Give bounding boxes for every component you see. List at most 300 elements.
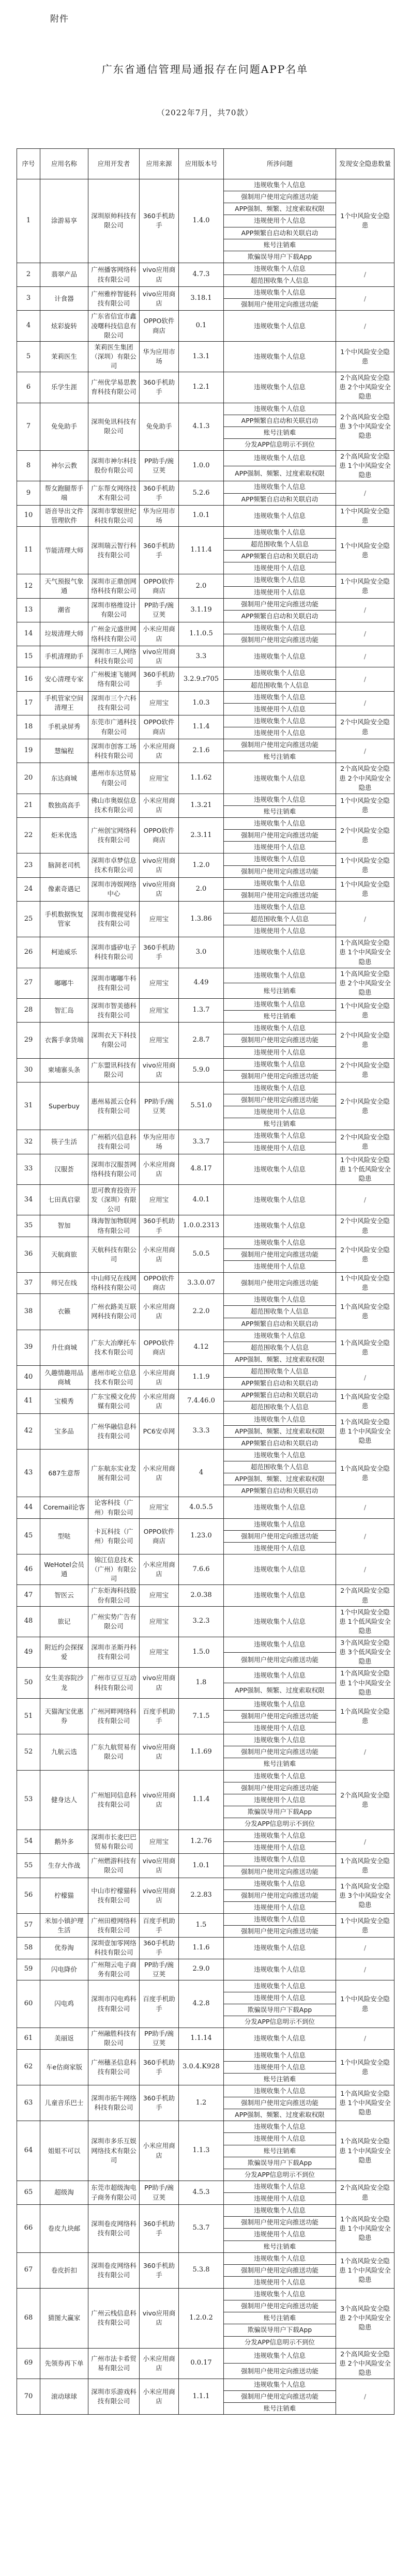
cell-source: 360手机助手	[140, 2252, 179, 2288]
cell-issue: 违规收集个人信息	[224, 2121, 336, 2133]
cell-version: 1.5	[179, 1914, 224, 1938]
cell-issue: 违规收集个人信息	[224, 1878, 336, 1889]
cell-issue: 分发APP信息明示不到位	[224, 2336, 336, 2348]
cell-developer: 深圳免讯科技有限公司	[88, 403, 140, 451]
cell-issue: 账号注销难	[224, 239, 336, 251]
cell-index: 12	[17, 574, 40, 598]
table-row	[17, 1914, 394, 1926]
cell-version: 3.2.9.r705	[179, 667, 224, 691]
cell-index: 61	[17, 2028, 40, 2049]
cell-risk-count: 1个高风险安全隐患	[336, 1698, 394, 1734]
cell-issue: 强制用户使用定向推送功能	[224, 2391, 336, 2403]
cell-source: 应用宝	[140, 1023, 179, 1058]
cell-issue: 违规使用个人信息	[224, 925, 336, 937]
cell-app-name: 筷子生活	[40, 1130, 88, 1154]
cell-index: 51	[17, 1698, 40, 1734]
cell-issue: APP频繁自启动和关联启动	[224, 1318, 336, 1330]
cell-issue: 强制用户使用定向推送功能	[224, 1889, 336, 1901]
cell-issue: 违规收集个人信息	[224, 341, 336, 372]
cell-developer: 广东宝模文化传媒有限公司	[88, 1390, 140, 1413]
table-row	[17, 1497, 394, 1518]
problem-app-table	[17, 148, 394, 2415]
table-row	[17, 1980, 394, 1992]
cell-index: 29	[17, 1023, 40, 1058]
cell-issue: 违规收集个人信息	[224, 1980, 336, 1992]
cell-app-name: 超级淘	[40, 2181, 88, 2204]
cell-developer: 惠州易派云仓科技有限公司	[88, 1082, 140, 1130]
cell-version: 1.1.69	[179, 1734, 224, 1770]
cell-version: 3.3.3	[179, 1413, 224, 1449]
cell-version: 2.0.38	[179, 1585, 224, 1606]
cell-index: 22	[17, 818, 40, 853]
cell-index: 34	[17, 1185, 40, 1215]
cell-index: 68	[17, 2289, 40, 2349]
cell-app-name: 涂游易享	[40, 179, 88, 263]
cell-version: 1.1.4	[179, 715, 224, 739]
cell-issue: 违规使用个人信息	[224, 2229, 336, 2240]
cell-app-name: Superbuy	[40, 1082, 88, 1130]
cell-developer: 深圳市盛矽电子科技有限公司	[88, 937, 140, 968]
cell-issue: 违规收集个人信息	[224, 853, 336, 865]
cell-issue: 违规使用个人信息	[224, 842, 336, 853]
cell-issue: 超范围收集个人信息	[224, 1366, 336, 1378]
table-row	[17, 1770, 394, 1782]
cell-version: 1.3.7	[179, 999, 224, 1023]
cell-issue: 账号注销难	[224, 983, 336, 999]
cell-issue: 违规收集个人信息	[224, 1185, 336, 1215]
cell-developer: 广州穗圣信息科技有限公司	[88, 2049, 140, 2085]
cell-app-name: 帮女跑腿帮手端	[40, 481, 88, 505]
cell-issue: 违规收集个人信息	[224, 794, 336, 805]
cell-issue: 违规使用个人信息	[224, 2276, 336, 2288]
cell-issue: 违规收集个人信息	[224, 1830, 336, 1842]
cell-developer: 广州雅梓智能科技有限公司	[88, 287, 140, 311]
cell-version: 1.0.3	[179, 691, 224, 715]
cell-version: 4.5.3	[179, 2181, 224, 2204]
cell-developer: 深圳市嘟嘟牛科技有限公司	[88, 968, 140, 998]
cell-source: 小米应用商店	[140, 622, 179, 646]
cell-version: 5.51.0	[179, 1082, 224, 1130]
cell-risk-count: 2个中风险安全隐患	[336, 1023, 394, 1058]
cell-developer: 广州市法卡希贸易有限公司	[88, 2348, 140, 2379]
cell-risk-count: 1个中风险安全隐患	[336, 1914, 394, 1938]
table-row	[17, 1554, 394, 1585]
cell-app-name: 卷皮折扣	[40, 2252, 88, 2288]
cell-developer: 广州河畔网络科技有限公司	[88, 1698, 140, 1734]
table-row	[17, 999, 394, 1011]
cell-developer: 广州实势广告有限公司	[88, 1606, 140, 1637]
cell-issue: APP强制、频繁、过度索取权限	[224, 1353, 336, 1365]
cell-issue: 超范围收集个人信息	[224, 913, 336, 925]
cell-risk-count: /	[336, 739, 394, 763]
cell-issue: 超范围收集个人信息	[224, 539, 336, 551]
cell-issue: 违规收集个人信息	[224, 179, 336, 191]
cell-source: PP助手/豌豆荚	[140, 2181, 179, 2204]
cell-index: 65	[17, 2181, 40, 2204]
cell-source: vivo应用商店	[140, 263, 179, 286]
table-row	[17, 646, 394, 667]
cell-index: 62	[17, 2049, 40, 2085]
cell-index: 39	[17, 1330, 40, 1365]
cell-source: OPPO软件商店	[140, 311, 179, 341]
cell-issue: 违规收集个人信息	[224, 937, 336, 968]
cell-source: vivo应用商店	[140, 646, 179, 667]
cell-issue: 强制用户使用定向推送功能	[224, 1866, 336, 1878]
cell-risk-count: /	[336, 481, 394, 505]
cell-app-name: Coremail论客	[40, 1497, 88, 1518]
cell-developer: 中山师兄在线网络科技有限公司	[88, 1273, 140, 1294]
cell-index: 15	[17, 646, 40, 667]
cell-developer: 深圳市长麦巴巴贸易有限公司	[88, 1830, 140, 1854]
cell-version: 1.0.0.2313	[179, 1215, 224, 1237]
cell-risk-count: 1个中风险安全隐患	[336, 574, 394, 598]
cell-developer: 东莞市超级淘电子商务有限公司	[88, 2181, 140, 2204]
cell-developer: 广州市豆豆互动科技有限公司	[88, 1668, 140, 1698]
cell-source: 小米应用商店	[140, 1294, 179, 1330]
cell-version: 2.0	[179, 877, 224, 901]
cell-source: vivo应用商店	[140, 1668, 179, 1698]
table-row	[17, 1606, 394, 1637]
cell-source: 小米应用商店	[140, 1154, 179, 1184]
cell-source: 小米应用商店	[140, 1449, 179, 1497]
cell-source: 小米应用商店	[140, 794, 179, 817]
cell-version: 3.0	[179, 937, 224, 968]
cell-issue: 强制用户使用定向推送功能	[224, 299, 336, 311]
cell-source: 百度手机助手	[140, 1698, 179, 1734]
cell-issue: 违规收集个人信息	[224, 818, 336, 830]
cell-source: OPPO软件商店	[140, 1330, 179, 1365]
cell-source: 应用宝	[140, 1585, 179, 1606]
cell-index: 33	[17, 1154, 40, 1184]
cell-developer: 广州融胜科技有限公司	[88, 2028, 140, 2049]
cell-issue: 欺骗误导用户下载App	[224, 2157, 336, 2169]
cell-risk-count: 1个中风险安全隐患	[336, 1980, 394, 2028]
table-row	[17, 2379, 394, 2391]
cell-risk-count: 1个高风险安全隐患 1个中风险安全隐患	[336, 2121, 394, 2181]
cell-risk-count: /	[336, 1554, 394, 1585]
cell-developer: 佛山市奥娱信息技术有限公司	[88, 794, 140, 817]
cell-app-name: 神尔云教	[40, 451, 88, 481]
cell-source: 360手机助手	[140, 2205, 179, 2253]
cell-app-name: 计食器	[40, 287, 88, 311]
table-row	[17, 1449, 394, 1461]
cell-index: 1	[17, 179, 40, 263]
cell-developer: 深圳市卓梦信息技术有限公司	[88, 853, 140, 877]
cell-app-name: 宝模秀	[40, 1390, 88, 1413]
cell-app-name: 姐姐不可以	[40, 2121, 88, 2181]
table-row	[17, 1023, 394, 1034]
cell-source: 小米应用商店	[140, 1554, 179, 1585]
cell-issue: 违规收集个人信息	[224, 1959, 336, 1980]
cell-index: 35	[17, 1215, 40, 1237]
cell-source: 小米应用商店	[140, 739, 179, 763]
cell-app-name: 脑洞老司机	[40, 853, 88, 877]
cell-issue: 违规使用个人信息	[224, 215, 336, 227]
cell-issue: APP强制、频繁、过度索取权限	[224, 2109, 336, 2121]
cell-index: 38	[17, 1294, 40, 1330]
cell-index: 14	[17, 622, 40, 646]
cell-risk-count: 1个中风险安全隐患	[336, 853, 394, 877]
cell-developer: 思可教育投资开发（深圳）有限公司	[88, 1185, 140, 1215]
cell-issue: 账号注销难	[224, 805, 336, 817]
cell-issue: APP频繁自启动和关联启动	[224, 1390, 336, 1401]
cell-developer: 广州翔云电子商务有限公司	[88, 1959, 140, 1980]
cell-source: 应用宝	[140, 691, 179, 715]
cell-developer: 广州金元盛世网络科技有限公司	[88, 622, 140, 646]
cell-developer: 深圳市三个六科技有限公司	[88, 691, 140, 715]
cell-app-name: 天航商旅	[40, 1237, 88, 1272]
cell-developer: 论客科技（广州）有限公司	[88, 1497, 140, 1518]
cell-index: 41	[17, 1390, 40, 1413]
cell-version: 1.5.0	[179, 1637, 224, 1668]
cell-app-name: 数独高高手	[40, 794, 88, 817]
cell-issue: 强制用户使用定向推送功能	[224, 1710, 336, 1722]
cell-risk-count: 1个高风险安全隐患	[336, 1449, 394, 1497]
cell-source: 应用宝	[140, 1830, 179, 1854]
cell-developer: 广州田橙网络科技有限公司	[88, 1914, 140, 1938]
cell-version: 4.0.1	[179, 1185, 224, 1215]
cell-app-name: 茉莉医生	[40, 341, 88, 372]
cell-app-name: 687生意帮	[40, 1449, 88, 1497]
table-row	[17, 691, 394, 703]
cell-index: 64	[17, 2121, 40, 2181]
cell-issue: 强制用户使用定向推送功能	[224, 889, 336, 901]
cell-source: 360手机助手	[140, 2085, 179, 2121]
cell-issue: 违规收集个人信息	[224, 968, 336, 983]
cell-developer: 广州旭同信息科技有限公司	[88, 1770, 140, 1830]
cell-risk-count: /	[336, 1366, 394, 1390]
cell-index: 16	[17, 667, 40, 691]
cell-source: vivo应用商店	[140, 287, 179, 311]
cell-issue: APP频繁自启动和关联启动	[224, 493, 336, 505]
cell-issue: APP强制、频繁、过度索取权限	[224, 203, 336, 215]
cell-issue: 违规收集个人信息	[224, 481, 336, 493]
cell-developer: 广东帮女网络技术有限公司	[88, 481, 140, 505]
cell-app-name: 宝多品	[40, 1413, 88, 1449]
cell-issue: 违规收集个人信息	[224, 1585, 336, 1606]
cell-version: 1.1.1	[179, 2379, 224, 2415]
cell-issue: 违规收集个人信息	[224, 2028, 336, 2049]
cell-issue: 强制用户使用定向推送功能	[224, 2097, 336, 2109]
cell-risk-count: 3个高风险安全隐患 2个中风险安全隐患	[336, 2289, 394, 2349]
table-row	[17, 1878, 394, 1889]
cell-issue: 违规收集个人信息	[224, 2379, 336, 2391]
table-row	[17, 1830, 394, 1842]
cell-developer: 深圳市涛娱网络中心	[88, 877, 140, 901]
cell-version: 4.12	[179, 1330, 224, 1365]
table-row	[17, 667, 394, 679]
cell-version: 4	[179, 1449, 224, 1497]
cell-issue: 强制用户使用定向推送功能	[224, 1652, 336, 1668]
cell-index: 56	[17, 1878, 40, 1913]
cell-risk-count: 2个中风险安全隐患	[336, 715, 394, 739]
cell-issue: APP强制、频繁、过度索取权限	[224, 1683, 336, 1699]
cell-version: 1.2.0	[179, 853, 224, 877]
cell-app-name: 闪电降价	[40, 1959, 88, 1980]
cell-risk-count: 1个中风险安全隐患	[336, 526, 394, 574]
cell-developer: 广东大冶摩托车技术有限公司	[88, 1330, 140, 1365]
cell-issue: 账号注销难	[224, 2145, 336, 2157]
cell-index: 9	[17, 481, 40, 505]
cell-index: 4	[17, 311, 40, 341]
cell-developer: 茉莉医生集团（深圳）有限公司	[88, 341, 140, 372]
cell-risk-count: 2个高风险安全隐患 2个中风险安全隐患	[336, 763, 394, 794]
cell-issue: 违规收集个人信息	[224, 1637, 336, 1653]
cell-developer: 广东九航贸易有限公司	[88, 1734, 140, 1770]
cell-issue: 违规使用个人信息	[224, 1901, 336, 1913]
cell-source: 360手机助手	[140, 937, 179, 968]
cell-issue: 违规收集个人信息	[224, 1130, 336, 1142]
cell-source: vivo应用商店	[140, 853, 179, 877]
cell-issue: 违规收集个人信息	[224, 1698, 336, 1710]
document-subtitle: （2022年7月，共70款）	[157, 108, 253, 117]
header-issues: 所涉问题	[224, 149, 336, 179]
cell-issue: 违规使用个人信息	[224, 1260, 336, 1272]
cell-risk-count: 2个高风险安全隐患 3个中风险安全隐患	[336, 403, 394, 451]
table-row	[17, 1734, 394, 1746]
cell-issue: 违规收集个人信息	[224, 1294, 336, 1306]
cell-source: vivo应用商店	[140, 2289, 179, 2349]
header-app-name: 应用名称	[40, 149, 88, 179]
cell-developer: 东莞市广通科技有限公司	[88, 715, 140, 739]
table-row	[17, 2049, 394, 2061]
cell-risk-count: /	[336, 598, 394, 622]
cell-issue: 强制用户使用定向推送功能	[224, 2217, 336, 2229]
cell-version: 3.3.7	[179, 1130, 224, 1154]
table-row	[17, 2085, 394, 2097]
cell-version: 3.3	[179, 646, 224, 667]
cell-issue: 强制用户使用定向推送功能	[224, 1782, 336, 1794]
cell-developer: 广东省信宜市鑫凌曙科技信息有限公司	[88, 311, 140, 341]
cell-issue: 强制用户使用定向推送功能	[224, 865, 336, 877]
cell-risk-count: 1个高风险安全隐患	[336, 1330, 394, 1365]
table-row	[17, 372, 394, 403]
cell-issue: 违规收集个人信息	[224, 1854, 336, 1866]
cell-issue: 强制用户使用定向推送功能	[224, 1034, 336, 1046]
cell-issue: 超范围收集个人信息	[224, 275, 336, 287]
cell-issue: APP频繁自启动和关联启动	[224, 1437, 336, 1449]
table-row	[17, 451, 394, 466]
cell-version: 1.1.6	[179, 1938, 224, 1959]
cell-index: 42	[17, 1413, 40, 1449]
cell-risk-count: 2个中风险安全隐患	[336, 1237, 394, 1272]
cell-issue: 强制用户使用定向推送功能	[224, 634, 336, 646]
cell-index: 3	[17, 287, 40, 311]
cell-issue: 违规使用个人信息	[224, 1723, 336, 1734]
cell-issue: 违规收集个人信息	[224, 667, 336, 679]
table-row	[17, 574, 394, 586]
cell-issue: 违规收集个人信息	[224, 1518, 336, 1530]
cell-issue: 违规使用个人信息	[224, 1542, 336, 1554]
cell-index: 28	[17, 999, 40, 1023]
cell-issue: 强制用户使用定向推送功能	[224, 1926, 336, 1938]
cell-risk-count: 2个高风险安全隐患	[336, 1770, 394, 1830]
document-title: 广东省通信管理局通报存在问题APP名单	[101, 63, 309, 75]
cell-app-name: 先领券再下单	[40, 2348, 88, 2379]
cell-issue: 账号注销难	[224, 426, 336, 438]
cell-app-name: 车e估商家版	[40, 2049, 88, 2085]
cell-issue: 违规收集个人信息	[224, 372, 336, 403]
cell-issue: 超范围收集个人信息	[224, 1401, 336, 1413]
cell-issue: 违规收集个人信息	[224, 1082, 336, 1094]
cell-version: 2.2.83	[179, 1878, 224, 1913]
cell-version: 3.0.4.K928	[179, 2049, 224, 2085]
table-row	[17, 1698, 394, 1710]
cell-source: OPPO软件商店	[140, 715, 179, 739]
cell-app-name: 智医云	[40, 1585, 88, 1606]
cell-index: 19	[17, 739, 40, 763]
cell-issue: 强制用户使用定向推送功能	[224, 2364, 336, 2379]
cell-source: 360手机助手	[140, 1938, 179, 1959]
cell-app-name: 生存大作战	[40, 1854, 88, 1878]
cell-version: 4.0.5.5	[179, 1497, 224, 1518]
cell-index: 66	[17, 2205, 40, 2253]
cell-risk-count: /	[336, 1185, 394, 1215]
cell-app-name: 乐学生涯	[40, 372, 88, 403]
cell-issue: 强制用户使用定向推送功能	[224, 598, 336, 610]
cell-issue: 强制用户使用定向推送功能	[224, 739, 336, 751]
cell-index: 8	[17, 451, 40, 481]
cell-issue: 分发APP信息明示不到位	[224, 1818, 336, 1830]
cell-issue: 违规收集个人信息	[224, 1413, 336, 1425]
cell-index: 44	[17, 1497, 40, 1518]
cell-version: 4.49	[179, 968, 224, 998]
cell-app-name: 七田真启蒙	[40, 1185, 88, 1215]
cell-index: 36	[17, 1237, 40, 1272]
cell-risk-count: /	[336, 1938, 394, 1959]
cell-source: 360手机助手	[140, 2049, 179, 2085]
cell-version: 1.1.3	[179, 2121, 224, 2181]
cell-issue: 违规使用个人信息	[224, 1992, 336, 2004]
cell-app-name: 附近约会探探爱	[40, 1637, 88, 1668]
cell-index: 23	[17, 853, 40, 877]
cell-developer: 广州稻兴信息科技有限公司	[88, 1130, 140, 1154]
cell-source: 华为应用市场	[140, 341, 179, 372]
cell-version: 0.0.17	[179, 2348, 224, 2379]
cell-app-name: 米加小镇护理生活	[40, 1914, 88, 1938]
table-row	[17, 1390, 394, 1401]
cell-index: 43	[17, 1449, 40, 1497]
cell-risk-count: /	[336, 1959, 394, 1980]
cell-source: 应用宝	[140, 763, 179, 794]
cell-app-name: 柠檬猫	[40, 1878, 88, 1913]
table-row	[17, 818, 394, 830]
cell-version: 5.2.6	[179, 481, 224, 505]
cell-version: 3.1.19	[179, 598, 224, 622]
cell-risk-count: /	[336, 691, 394, 715]
cell-risk-count: 1个中风险安全隐患 1个低风险安全隐患	[336, 1606, 394, 1637]
cell-version: 5.3.7	[179, 2205, 224, 2253]
table-row	[17, 311, 394, 341]
cell-developer: 锦江信息技术（广州）有限公司	[88, 1554, 140, 1585]
cell-index: 70	[17, 2379, 40, 2415]
table-row	[17, 877, 394, 889]
cell-risk-count: 2个中风险安全隐患	[336, 1082, 394, 1130]
cell-developer: 惠州市东达贸易有限公司	[88, 763, 140, 794]
cell-app-name: 闪电鸡	[40, 1980, 88, 2028]
cell-risk-count: 1个高风险安全隐患 1个中风险安全隐患	[336, 2085, 394, 2121]
cell-index: 46	[17, 1554, 40, 1585]
table-row	[17, 794, 394, 805]
cell-risk-count: 1个中风险安全隐患	[336, 2049, 394, 2085]
cell-app-name: 卷皮九块邮	[40, 2205, 88, 2253]
cell-developer: 深圳市掌娱世纪科技有限公司	[88, 505, 140, 526]
cell-index: 27	[17, 968, 40, 998]
cell-risk-count: /	[336, 646, 394, 667]
cell-issue: APP频繁自启动和关联启动	[224, 1378, 336, 1390]
cell-source: 小米应用商店	[140, 2121, 179, 2181]
cell-version: 1.1.14	[179, 2028, 224, 2049]
